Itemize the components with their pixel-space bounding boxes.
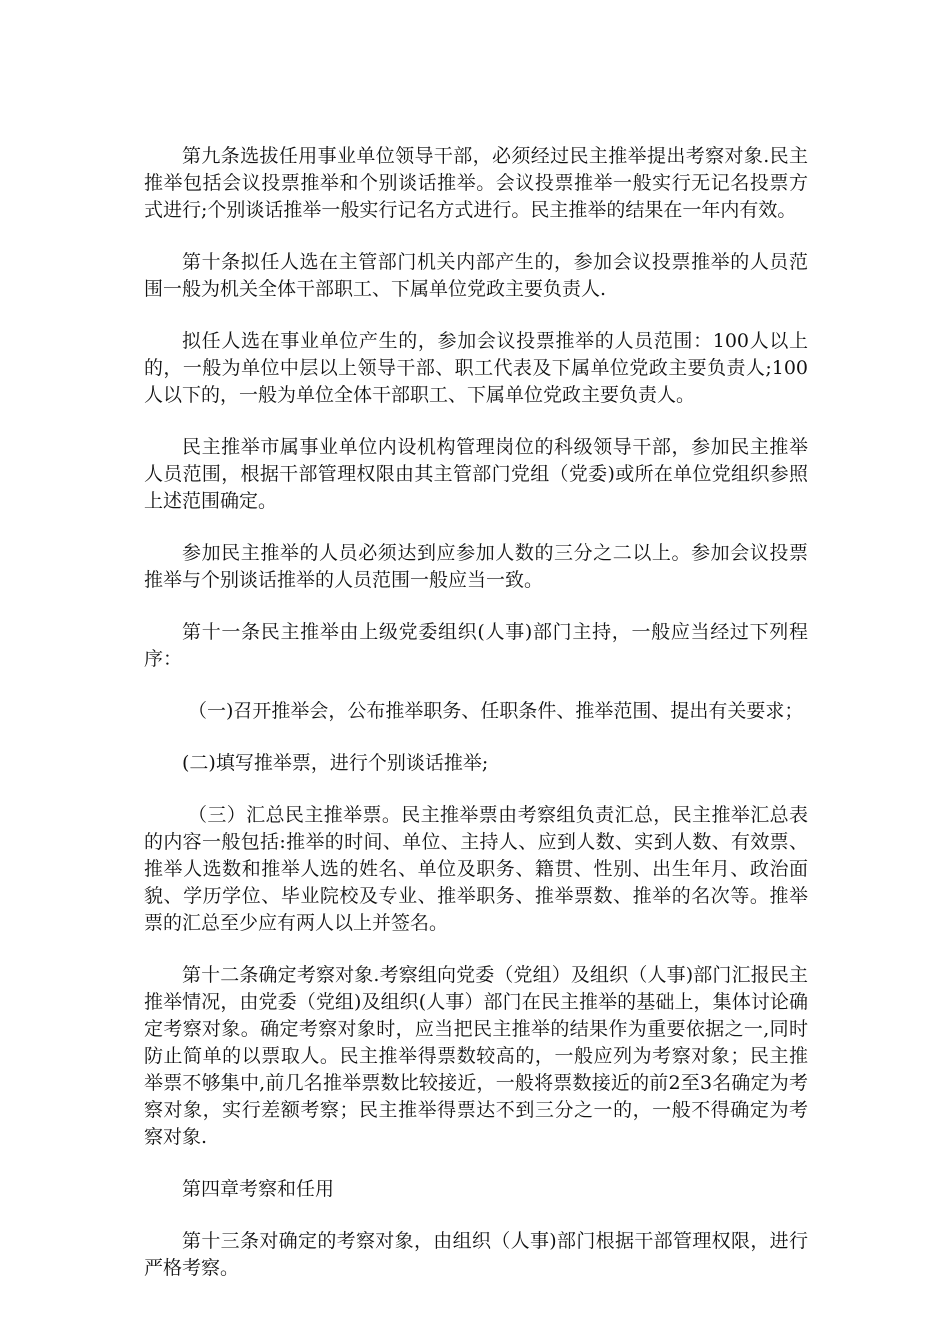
- paragraph-article-13: 第十三条对确定的考察对象，由组织（人事)部门根据干部管理权限，进行严格考察。: [144, 1230, 808, 1279]
- paragraph-article-9: 第九条选拔任用事业单位领导干部，必须经过民主推举提出考察对象.民主推举包括会议投票推举和个别谈话推举。会议投票推举一般实行无记名投票方式进行;个别谈话推举一般实行记名方式进行。民主推举的结果在一年内有效。: [144, 145, 808, 221]
- paragraph-participation-requirement: 参加民主推举的人员必须达到应参加人数的三分之二以上。参加会议投票推举与个别谈话推举的人员范围一般应当一致。: [144, 542, 808, 591]
- paragraph-procedure-2: (二)填写推举票，进行个别谈话推举;: [182, 752, 489, 774]
- chapter-heading: 第四章考察和任用: [182, 1178, 335, 1200]
- paragraph-article-10: 第十条拟任人选在主管部门机关内部产生的，参加会议投票推举的人员范围一般为机关全体干部职工、下属单位党政主要负责人.: [144, 251, 808, 300]
- paragraph-procedure-3: （三）汇总民主推举票。民主推举票由考察组负责汇总，民主推举汇总表的内容一般包括:推举的时间、单位、主持人、应到人数、实到人数、有效票、推举人选数和推举人选的姓名、单位及职务、籍贯、性别、出生年月、政治面貌、学历学位、毕业院校及专业、推举职务、推举票数、推举的名次等。推举票的汇总至少应有两人以上并签名。: [144, 804, 808, 934]
- paragraph-procedure-1: （一)召开推举会，公布推举职务、任职条件、推举范围、提出有关要求；: [188, 700, 804, 722]
- paragraph-article-11: 第十一条民主推举由上级党委组织(人事)部门主持，一般应当经过下列程序：: [144, 621, 808, 670]
- paragraph-section-level-cadres: 民主推举市属事业单位内设机构管理岗位的科级领导干部，参加民主推举人员范围，根据干部管理权限由其主管部门党组（党委)或所在单位党组织参照上述范围确定。: [144, 436, 808, 512]
- paragraph-article-12: 第十二条确定考察对象.考察组向党委（党组）及组织（人事)部门汇报民主推举情况，由党委（党组)及组织(人事）部门在民主推举的基础上，集体讨论确定考察对象。确定考察对象时，应当把民主推举的结果作为重要依据之一,同时防止简单的以票取人。民主推举得票数较高的，一般应列为考察对象；民主推举票不够集中,前几名推举票数比较接近，一般将票数接近的前2至3名确定为考察对象，实行差额考察；民主推举得票达不到三分之一的，一般不得确定为考察对象.: [144, 964, 808, 1148]
- paragraph-candidates-in-units: 拟任人选在事业单位产生的，参加会议投票推举的人员范围：100人以上的，一般为单位中层以上领导干部、职工代表及下属单位党政主要负责人;100人以下的，一般为单位全体干部职工、下属单位党政主要负责人。: [144, 330, 808, 406]
- document-body: [144, 143, 808, 1307]
